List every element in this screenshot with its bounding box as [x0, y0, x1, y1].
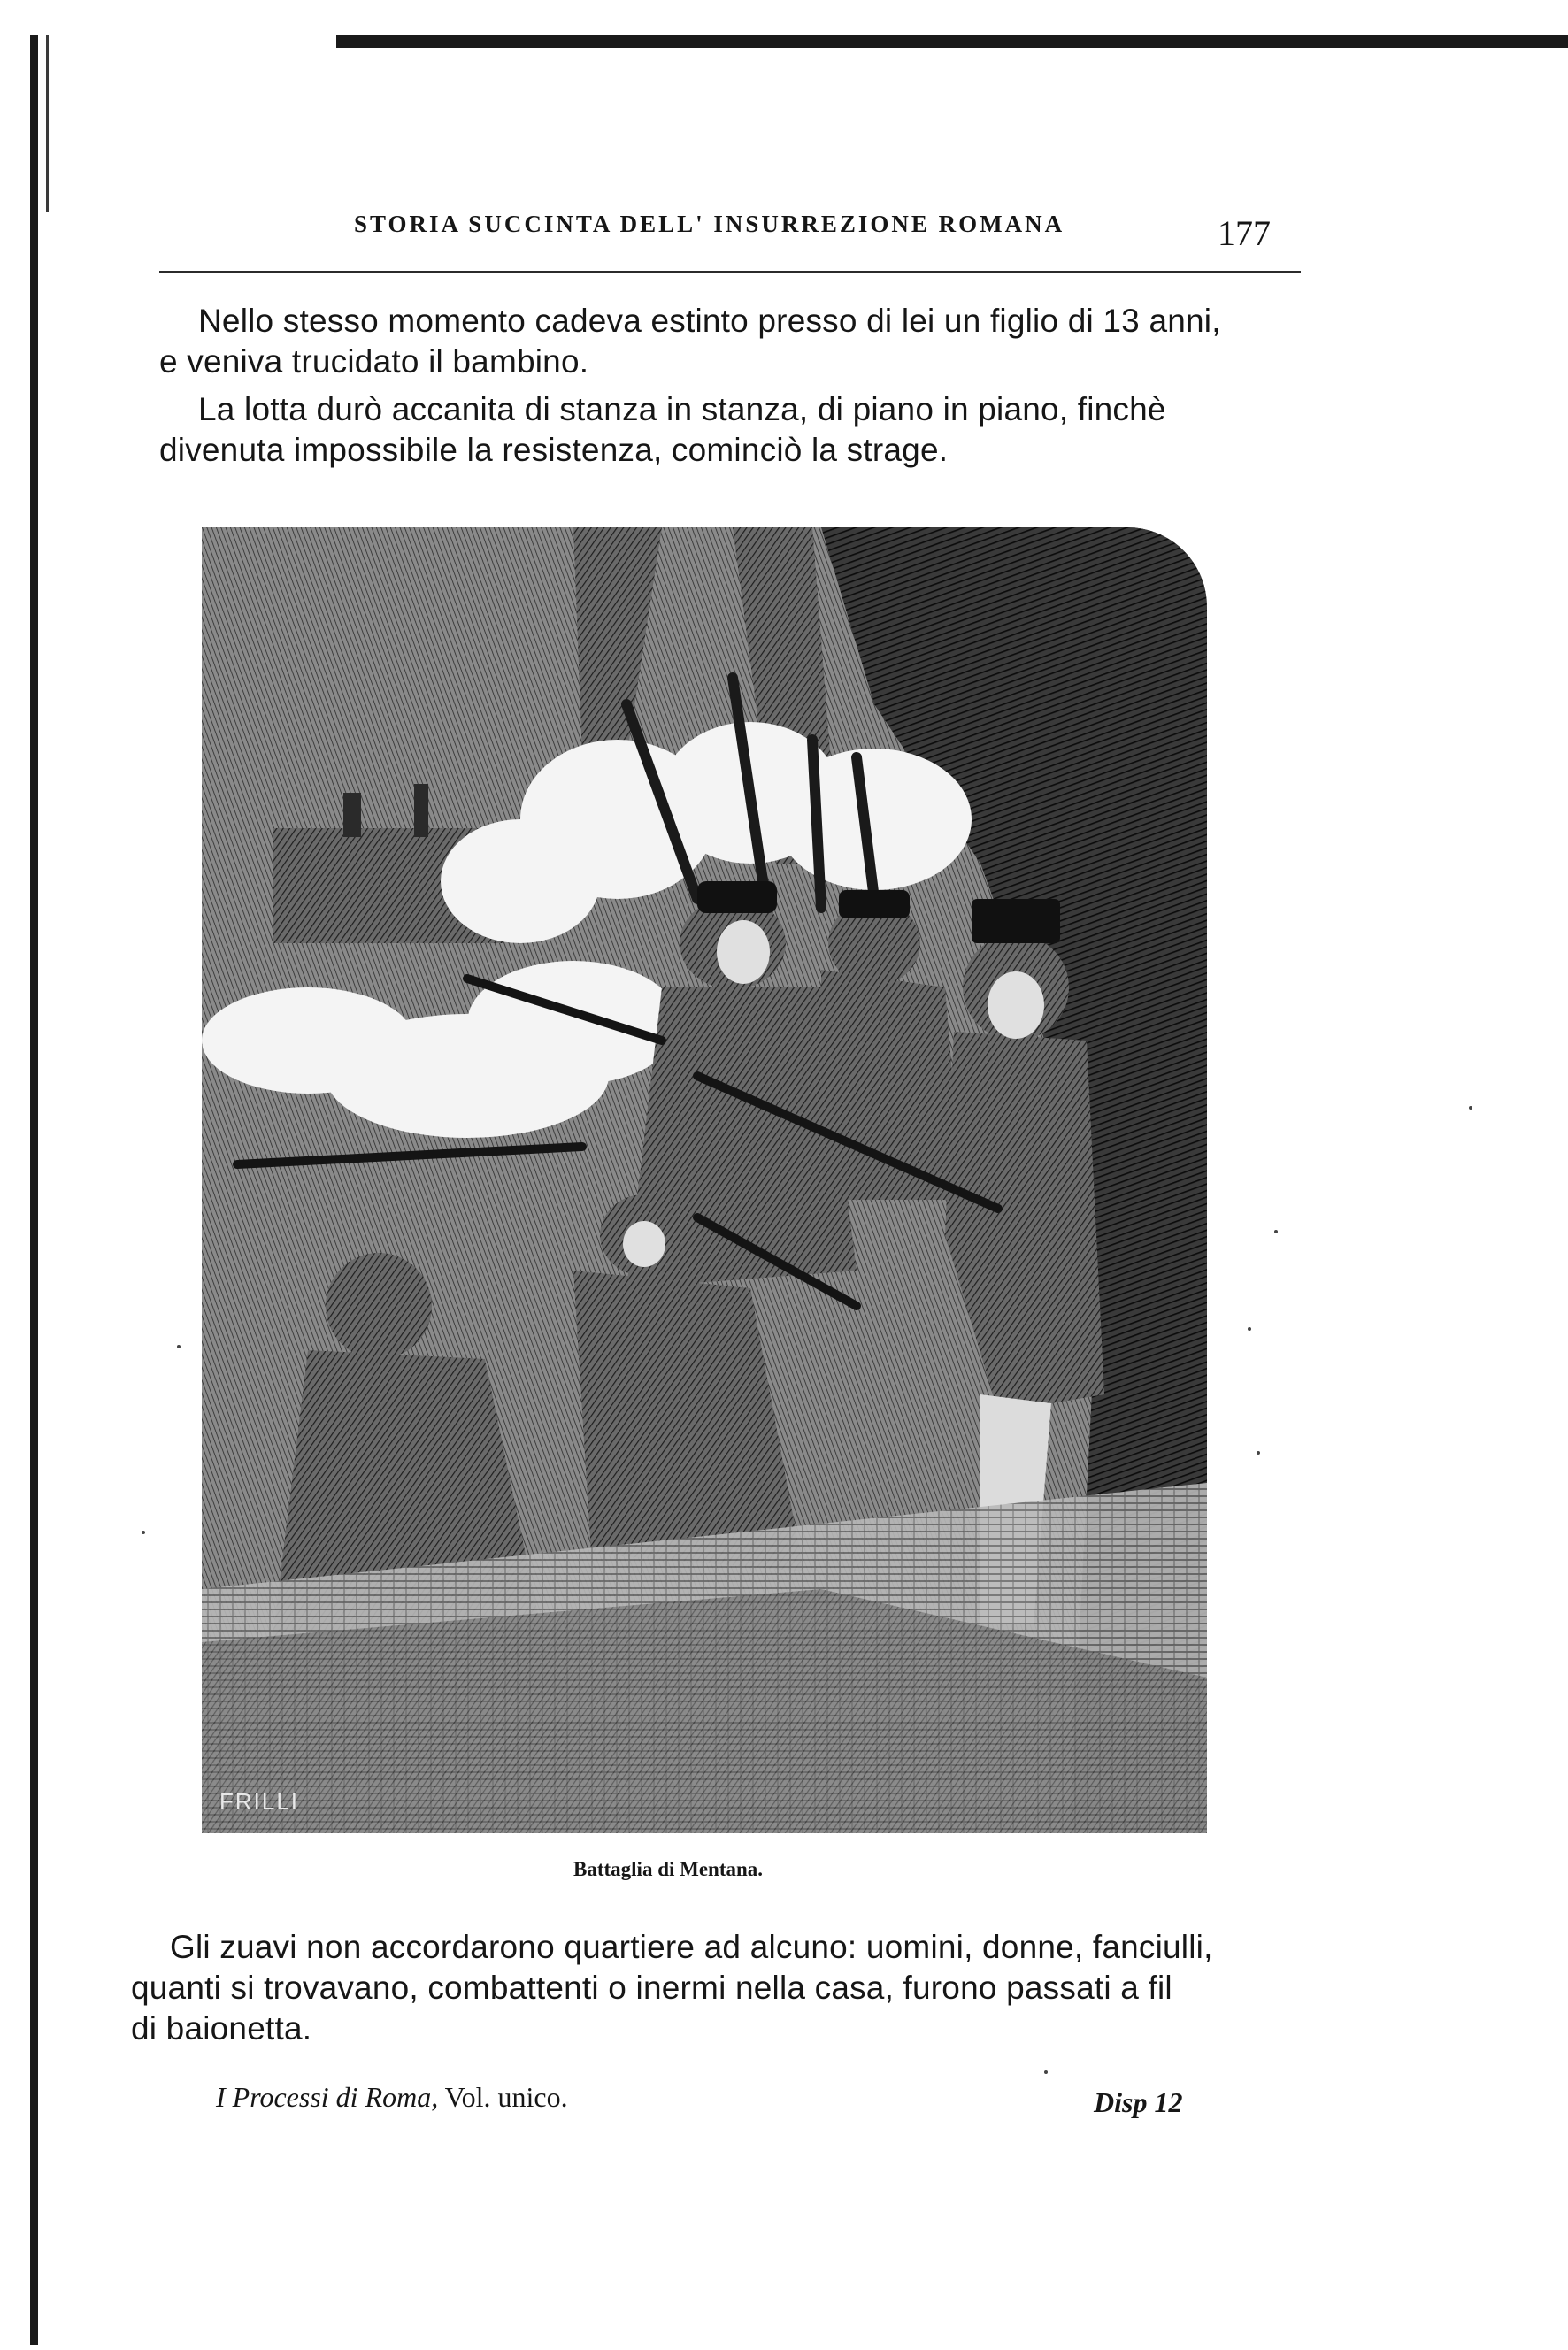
scan-speck — [1257, 1451, 1260, 1455]
scan-speck — [1044, 2070, 1048, 2074]
footer-volume: Vol. unico. — [444, 2081, 568, 2113]
paragraph-line: divenuta impossibile la resistenza, cominciò la strage. — [159, 432, 949, 468]
running-head: STORIA SUCCINTA DELL' INSURREZIONE ROMANA — [354, 211, 1065, 237]
engraving-battle-scene — [202, 527, 1207, 1833]
paragraph-line: e veniva trucidato il bambino. — [159, 343, 589, 380]
paragraph-2 — [159, 389, 1166, 471]
scan-border-top — [336, 35, 1568, 48]
header-rule — [159, 271, 1301, 273]
paragraph-line: di baionetta. — [131, 2010, 312, 2047]
scan-speck — [177, 1345, 181, 1348]
footer-dispensa: Disp 12 — [1094, 2086, 1183, 2118]
paragraph-line: Nello stesso momento cadeva estinto presso di lei un figlio di 13 anni, — [198, 303, 1221, 339]
scan-border-left — [30, 35, 38, 2345]
paragraph-line: Gli zuavi non accordarono quartiere ad alcuno: uomini, donne, fanciulli, — [170, 1929, 1213, 1965]
paragraph-3 — [131, 1927, 1213, 2049]
paragraph-line: quanti si trovavano, combattenti o inermi nella casa, furono passati a fil — [131, 1970, 1172, 2006]
scan-speck — [1469, 1106, 1472, 1110]
engraver-signature: FRILLI — [219, 1788, 300, 1815]
engraving-image — [202, 527, 1207, 1833]
footer-signature — [216, 2081, 568, 2114]
page-number: 177 — [1218, 213, 1271, 253]
footer-work-title: I Processi di Roma, — [216, 2081, 439, 2113]
scan-speck — [142, 1531, 145, 1534]
scan-border-left-inner — [46, 35, 49, 212]
paragraph-line: La lotta durò accanita di stanza in stanza, di piano in piano, finchè — [198, 391, 1166, 427]
scan-speck — [1274, 1230, 1278, 1233]
illustration-caption: Battaglia di Mentana. — [573, 1858, 764, 1880]
paragraph-1 — [159, 301, 1221, 382]
scan-speck — [1248, 1327, 1251, 1331]
